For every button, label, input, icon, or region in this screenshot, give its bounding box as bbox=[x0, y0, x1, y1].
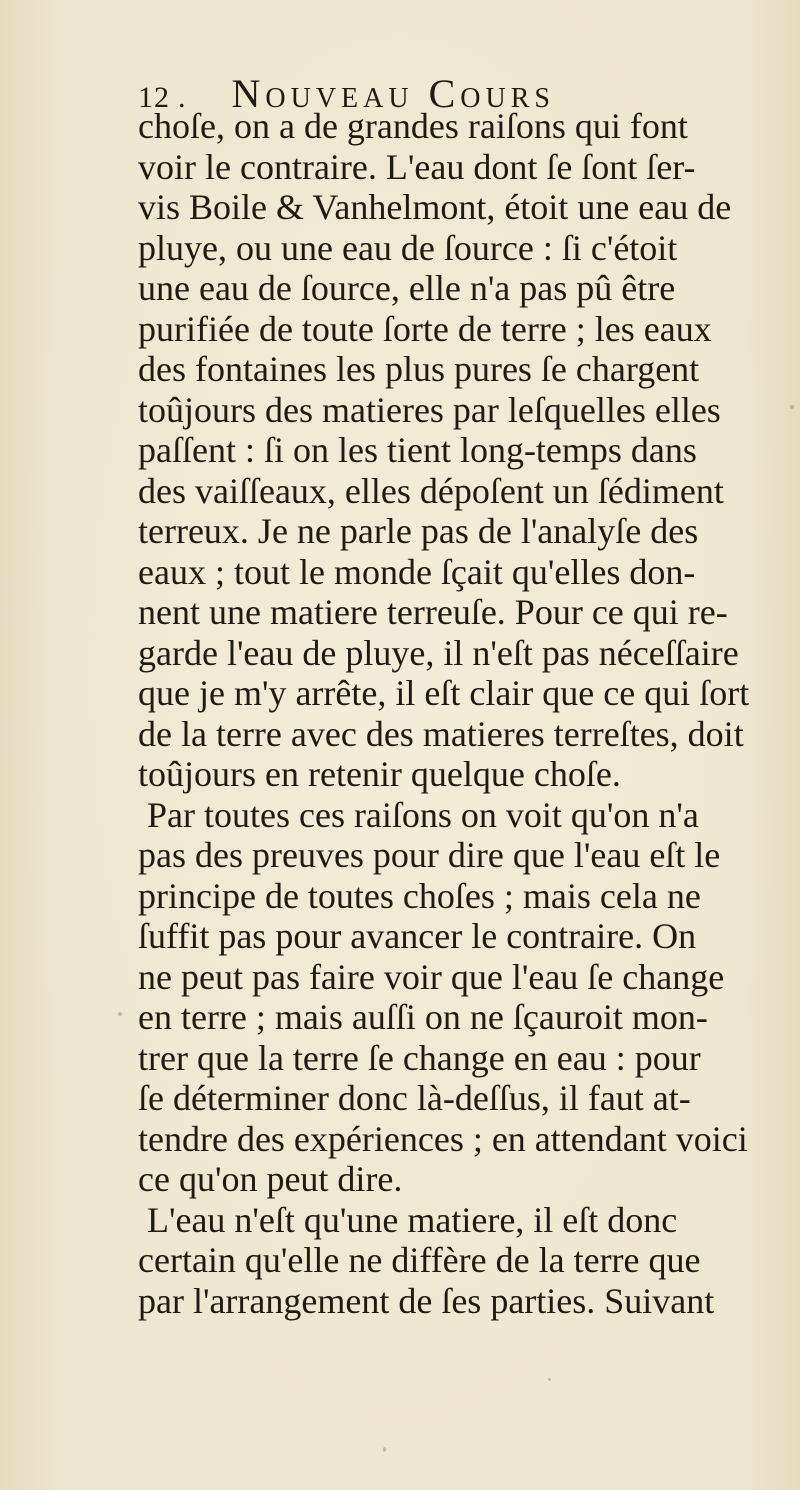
paper-blemish bbox=[383, 1447, 386, 1452]
paper-blemish bbox=[790, 405, 794, 409]
text-line: voir le contraire. L'eau dont ſe ſont ſer- bbox=[138, 146, 696, 187]
running-head bbox=[138, 70, 698, 116]
text-line: de la terre avec des matieres terreſtes, doit bbox=[138, 713, 744, 754]
text-line: des vaiſſeaux, elles dépoſent un ſédiment bbox=[138, 470, 724, 511]
paragraph-start-line: L'eau n'eſt qu'une matiere, il eſt donc bbox=[147, 1199, 678, 1240]
text-line: vis Boile & Vanhelmont, étoit une eau de bbox=[138, 187, 732, 227]
paper-blemish bbox=[118, 1012, 122, 1016]
body-text bbox=[138, 106, 778, 1321]
text-line: terreux. Je ne parle pas de l'analyſe des bbox=[138, 511, 699, 551]
text-line: pas des preuves pour dire que l'eau eſt le bbox=[138, 835, 721, 875]
text-line: nent une matiere terreuſe. Pour ce qui re- bbox=[138, 592, 728, 632]
page-number: 12 bbox=[138, 81, 170, 114]
text-line: en terre ; mais auſſi on ne ſçauroit mon- bbox=[138, 997, 708, 1037]
text-line: que je m'y arrête, il eſt clair que ce qui ſort bbox=[138, 673, 750, 713]
text-line: toûjours des matieres par leſquelles elles bbox=[138, 389, 721, 430]
text-line: toûjours en retenir quelque choſe. bbox=[138, 754, 621, 794]
text-line: choſe, on a de grandes raiſons qui font bbox=[138, 106, 688, 146]
paragraph-start-line: Par toutes ces raiſons on voit qu'on n'a bbox=[147, 794, 699, 835]
text-line: certain qu'elle ne diffère de la terre que bbox=[138, 1240, 701, 1280]
text-line: tendre des expériences ; en attendant voici bbox=[138, 1118, 748, 1159]
text-line: garde l'eau de pluye, il n'eſt pas néceſſaire bbox=[138, 632, 739, 673]
running-title: Nouveau Cours bbox=[231, 71, 555, 116]
text-line: une eau de ſource, elle n'a pas pû être bbox=[138, 268, 676, 308]
text-line: ne peut pas faire voir que l'eau ſe change bbox=[138, 956, 725, 997]
text-line: pluye, ou une eau de ſource : ſi c'étoit bbox=[138, 227, 678, 268]
text-line: ſuffit pas pour avancer le contraire. On bbox=[138, 916, 697, 956]
text-line: ce qu'on peut dire. bbox=[138, 1159, 403, 1199]
text-line: paſſent : ſi on les tient long-temps dans bbox=[138, 430, 697, 470]
paper-blemish bbox=[548, 1378, 551, 1381]
page-number-dot: . bbox=[178, 81, 186, 114]
text-line: purifiée de toute ſorte de terre ; les eaux bbox=[138, 308, 712, 349]
text-line: ſe déterminer donc là-deſſus, il faut at- bbox=[138, 1078, 691, 1118]
text-line: eaux ; tout le monde ſçait qu'elles don- bbox=[138, 551, 696, 592]
text-line: trer que la terre ſe change en eau : pour bbox=[138, 1037, 701, 1078]
text-line: des fontaines les plus pures ſe chargent bbox=[138, 349, 700, 389]
text-line: par l'arrangement de ſes parties. Suivant bbox=[138, 1280, 715, 1321]
text-line: principe de toutes choſes ; mais cela ne bbox=[138, 875, 701, 916]
